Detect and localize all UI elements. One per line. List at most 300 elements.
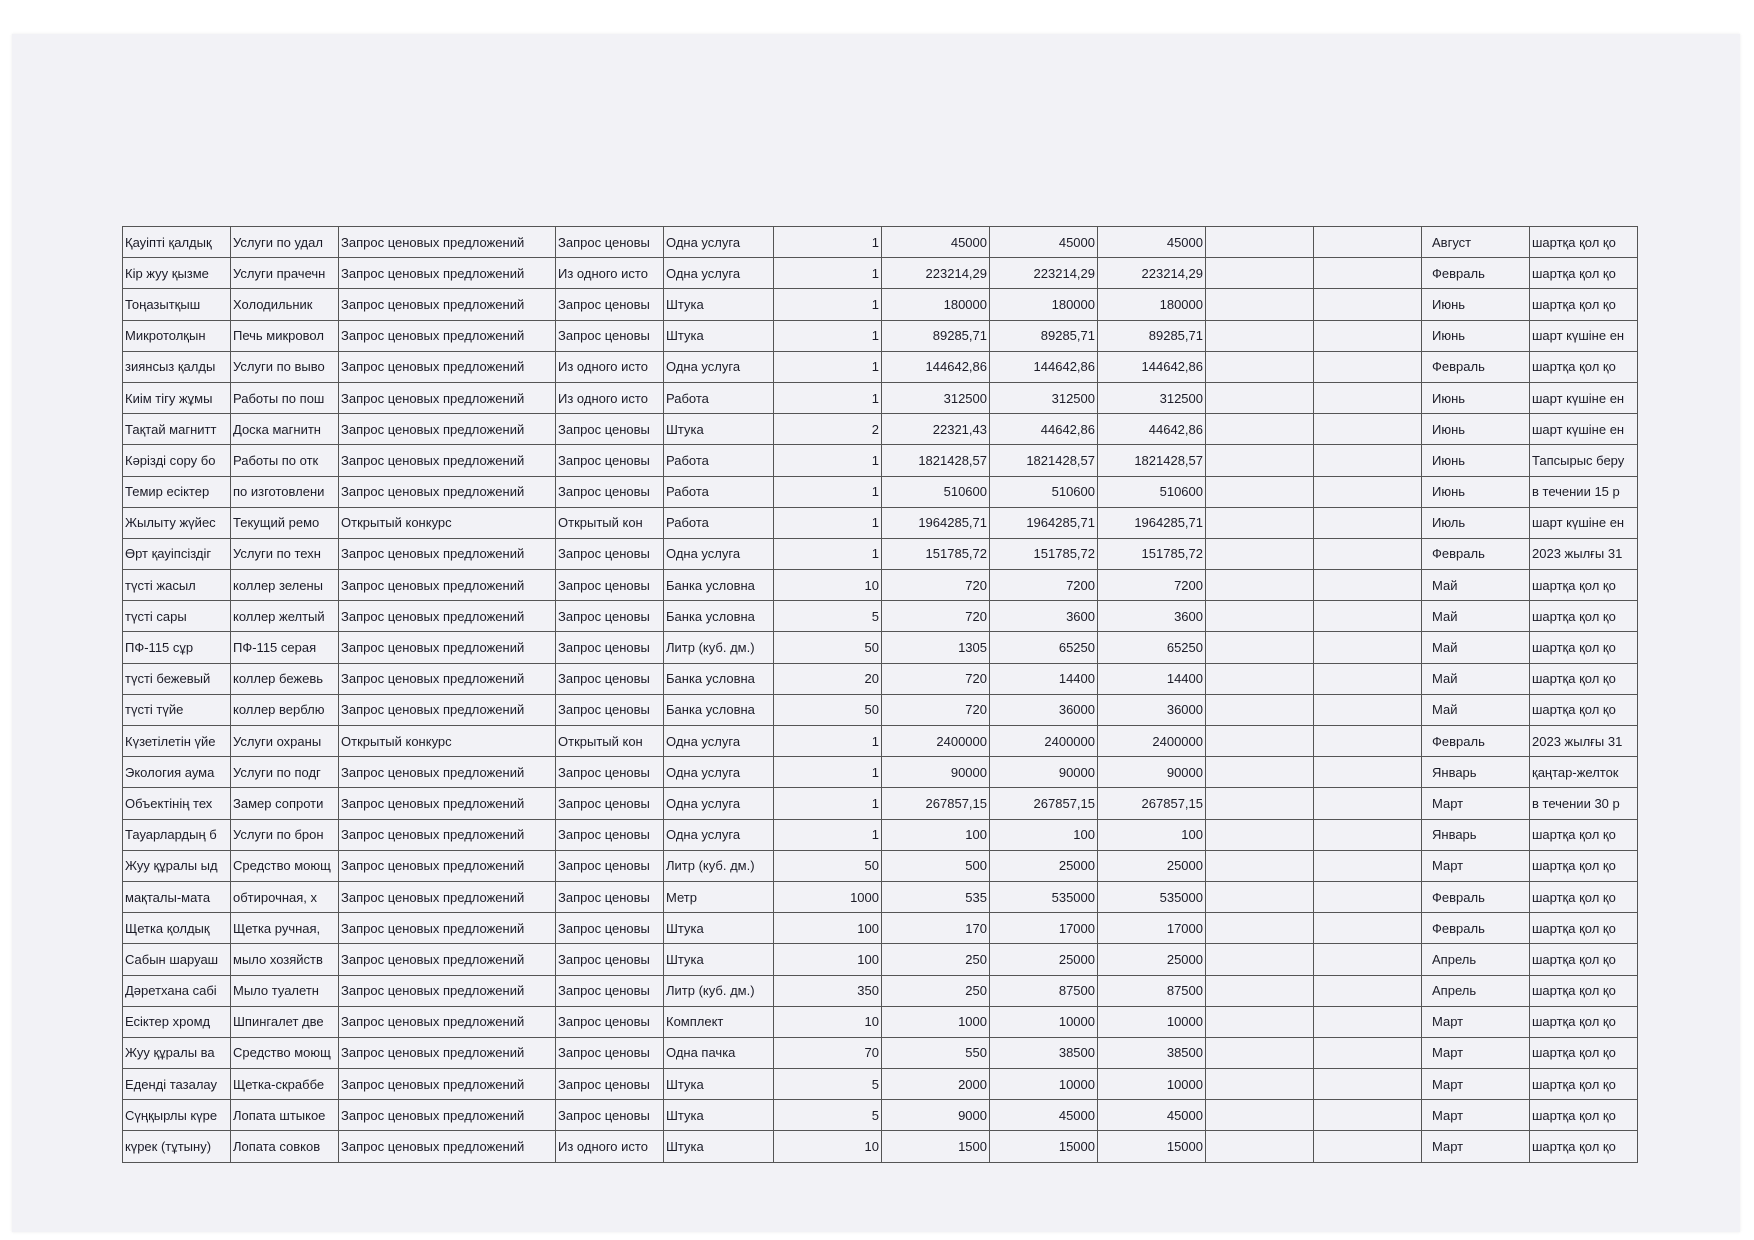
cell-empty [1206,975,1314,1006]
scanned-page [12,34,1740,1232]
cell-month: Март [1422,1131,1530,1162]
cell-name-kz: мақталы-мата [123,881,231,912]
cell-empty [1314,944,1422,975]
cell-quantity: 100 [774,944,882,975]
cell-quantity: 1 [774,507,882,538]
cell-total-amount: 44642,86 [990,414,1098,445]
cell-month: Июнь [1422,289,1530,320]
cell-total-amount: 312500 [990,382,1098,413]
cell-total-amount: 87500 [990,975,1098,1006]
cell-total-amount: 2400000 [990,726,1098,757]
cell-procurement-type: Из одного исто [556,382,664,413]
cell-unit: Работа [664,382,774,413]
cell-unit-price: 2400000 [882,726,990,757]
cell-unit-price: 144642,86 [882,351,990,382]
cell-name-kz: Кір жуу қызме [123,258,231,289]
cell-unit: Работа [664,476,774,507]
cell-quantity: 1 [774,258,882,289]
cell-empty [1314,382,1422,413]
cell-procurement-method: Запрос ценовых предложений [339,1037,556,1068]
cell-procurement-method: Запрос ценовых предложений [339,850,556,881]
cell-month: Июнь [1422,445,1530,476]
cell-month: Февраль [1422,881,1530,912]
cell-empty [1314,913,1422,944]
cell-procurement-type: Запрос ценовы [556,476,664,507]
cell-planned-amount: 151785,72 [1098,538,1206,569]
cell-quantity: 50 [774,694,882,725]
cell-procurement-type: Из одного исто [556,1131,664,1162]
cell-empty [1206,694,1314,725]
cell-name-ru: Услуги охраны [231,726,339,757]
cell-unit: Штука [664,944,774,975]
cell-unit-price: 1821428,57 [882,445,990,476]
cell-procurement-type: Запрос ценовы [556,1037,664,1068]
cell-unit-price: 1500 [882,1131,990,1162]
cell-delivery-term: шарт күшіне ен [1530,382,1638,413]
cell-name-kz: Тауарлардың б [123,819,231,850]
cell-quantity: 10 [774,1006,882,1037]
cell-name-ru: коллер зелены [231,570,339,601]
cell-month: Июнь [1422,320,1530,351]
table-row [123,227,1638,258]
cell-quantity: 1 [774,351,882,382]
cell-name-kz: Тақтай магнитт [123,414,231,445]
cell-planned-amount: 36000 [1098,694,1206,725]
cell-empty [1314,881,1422,912]
cell-procurement-method: Запрос ценовых предложений [339,445,556,476]
cell-total-amount: 38500 [990,1037,1098,1068]
cell-planned-amount: 10000 [1098,1006,1206,1037]
cell-planned-amount: 7200 [1098,570,1206,601]
table-row [123,694,1638,725]
cell-planned-amount: 25000 [1098,850,1206,881]
cell-procurement-type: Запрос ценовы [556,227,664,258]
cell-total-amount: 1821428,57 [990,445,1098,476]
table-row [123,757,1638,788]
cell-name-kz: Жылыту жүйес [123,507,231,538]
cell-total-amount: 100 [990,819,1098,850]
cell-planned-amount: 10000 [1098,1069,1206,1100]
cell-unit: Работа [664,507,774,538]
cell-procurement-type: Запрос ценовы [556,289,664,320]
cell-unit-price: 510600 [882,476,990,507]
cell-month: Февраль [1422,258,1530,289]
cell-total-amount: 14400 [990,663,1098,694]
cell-procurement-method: Запрос ценовых предложений [339,632,556,663]
cell-name-ru: Щетка-скраббе [231,1069,339,1100]
cell-quantity: 1 [774,445,882,476]
cell-procurement-type: Открытый кон [556,726,664,757]
cell-name-ru: коллер верблю [231,694,339,725]
cell-unit-price: 250 [882,975,990,1006]
cell-unit-price: 2000 [882,1069,990,1100]
cell-empty [1206,445,1314,476]
cell-unit: Банка условна [664,601,774,632]
cell-quantity: 1 [774,726,882,757]
cell-total-amount: 223214,29 [990,258,1098,289]
table-row [123,944,1638,975]
cell-unit: Штука [664,414,774,445]
cell-total-amount: 535000 [990,881,1098,912]
cell-procurement-type: Запрос ценовы [556,850,664,881]
cell-procurement-method: Запрос ценовых предложений [339,289,556,320]
cell-name-kz: Қауіпті қалдық [123,227,231,258]
cell-unit-price: 100 [882,819,990,850]
cell-delivery-term: шартқа қол қо [1530,1131,1638,1162]
table-row [123,1069,1638,1100]
cell-procurement-type: Запрос ценовы [556,913,664,944]
cell-unit: Штука [664,1131,774,1162]
cell-delivery-term: шарт күшіне ен [1530,320,1638,351]
table-row [123,382,1638,413]
cell-procurement-method: Запрос ценовых предложений [339,258,556,289]
cell-total-amount: 90000 [990,757,1098,788]
procurement-table-wrapper [122,226,1638,1163]
cell-delivery-term: шартқа қол қо [1530,881,1638,912]
cell-quantity: 1 [774,757,882,788]
cell-planned-amount: 38500 [1098,1037,1206,1068]
cell-empty [1206,227,1314,258]
cell-empty [1314,351,1422,382]
cell-quantity: 5 [774,1069,882,1100]
cell-empty [1314,726,1422,757]
cell-procurement-type: Запрос ценовы [556,632,664,663]
table-row [123,1006,1638,1037]
cell-empty [1206,1131,1314,1162]
cell-unit: Комплект [664,1006,774,1037]
cell-procurement-method: Запрос ценовых предложений [339,320,556,351]
cell-procurement-method: Запрос ценовых предложений [339,227,556,258]
cell-name-ru: Лопата совков [231,1131,339,1162]
table-row [123,570,1638,601]
cell-name-kz: Сабын шаруаш [123,944,231,975]
cell-delivery-term: 2023 жылғы 31 [1530,726,1638,757]
cell-procurement-method: Запрос ценовых предложений [339,1131,556,1162]
cell-empty [1206,320,1314,351]
cell-month: Февраль [1422,913,1530,944]
cell-month: Февраль [1422,351,1530,382]
cell-name-kz: Сүңқырлы күре [123,1100,231,1131]
cell-procurement-type: Запрос ценовы [556,414,664,445]
cell-unit-price: 720 [882,694,990,725]
cell-name-ru: Доска магнитн [231,414,339,445]
cell-delivery-term: шартқа қол қо [1530,1006,1638,1037]
cell-delivery-term: шартқа қол қо [1530,913,1638,944]
procurement-table [122,226,1638,1163]
cell-unit: Банка условна [664,694,774,725]
cell-unit-price: 223214,29 [882,258,990,289]
cell-delivery-term: Тапсырыс беру [1530,445,1638,476]
cell-empty [1206,944,1314,975]
cell-name-ru: Работы по отк [231,445,339,476]
cell-empty [1314,601,1422,632]
cell-delivery-term: шартқа қол қо [1530,694,1638,725]
table-row [123,289,1638,320]
table-row [123,445,1638,476]
cell-empty [1314,819,1422,850]
table-row [123,601,1638,632]
cell-empty [1314,663,1422,694]
cell-month: Январь [1422,757,1530,788]
cell-delivery-term: шартқа қол қо [1530,289,1638,320]
cell-month: Май [1422,632,1530,663]
cell-quantity: 1 [774,788,882,819]
cell-month: Апрель [1422,944,1530,975]
cell-empty [1206,1069,1314,1100]
cell-empty [1206,476,1314,507]
cell-quantity: 2 [774,414,882,445]
cell-empty [1206,414,1314,445]
cell-unit: Метр [664,881,774,912]
table-row [123,726,1638,757]
cell-unit: Одна пачка [664,1037,774,1068]
cell-unit-price: 22321,43 [882,414,990,445]
cell-planned-amount: 14400 [1098,663,1206,694]
cell-planned-amount: 87500 [1098,975,1206,1006]
cell-unit: Одна услуга [664,258,774,289]
cell-quantity: 1 [774,227,882,258]
cell-procurement-type: Запрос ценовы [556,1006,664,1037]
cell-unit: Штука [664,289,774,320]
cell-unit: Литр (куб. дм.) [664,632,774,663]
cell-empty [1314,227,1422,258]
cell-delivery-term: в течении 30 р [1530,788,1638,819]
table-row [123,507,1638,538]
cell-month: Август [1422,227,1530,258]
cell-delivery-term: шарт күшіне ен [1530,507,1638,538]
cell-empty [1206,632,1314,663]
cell-name-kz: Кәрізді сору бо [123,445,231,476]
cell-unit: Одна услуга [664,788,774,819]
cell-total-amount: 144642,86 [990,351,1098,382]
table-row [123,1131,1638,1162]
cell-total-amount: 3600 [990,601,1098,632]
cell-procurement-type: Запрос ценовы [556,663,664,694]
cell-quantity: 350 [774,975,882,1006]
cell-quantity: 1 [774,382,882,413]
cell-procurement-method: Запрос ценовых предложений [339,788,556,819]
cell-procurement-type: Запрос ценовы [556,445,664,476]
cell-empty [1206,913,1314,944]
cell-month: Май [1422,694,1530,725]
cell-quantity: 100 [774,913,882,944]
cell-empty [1314,258,1422,289]
cell-total-amount: 45000 [990,227,1098,258]
cell-procurement-method: Запрос ценовых предложений [339,757,556,788]
cell-name-ru: Работы по пош [231,382,339,413]
cell-empty [1206,757,1314,788]
cell-unit: Штука [664,320,774,351]
cell-unit: Одна услуга [664,726,774,757]
cell-procurement-type: Запрос ценовы [556,819,664,850]
cell-empty [1314,975,1422,1006]
cell-name-kz: зиянсыз қалды [123,351,231,382]
cell-empty [1206,538,1314,569]
cell-quantity: 20 [774,663,882,694]
cell-unit: Штука [664,913,774,944]
cell-name-ru: Средство моющ [231,850,339,881]
cell-unit-price: 151785,72 [882,538,990,569]
cell-procurement-method: Запрос ценовых предложений [339,414,556,445]
cell-planned-amount: 510600 [1098,476,1206,507]
cell-procurement-method: Запрос ценовых предложений [339,944,556,975]
cell-unit: Штука [664,1069,774,1100]
cell-name-ru: обтирочная, х [231,881,339,912]
cell-unit-price: 45000 [882,227,990,258]
table-row [123,788,1638,819]
cell-unit-price: 312500 [882,382,990,413]
cell-name-ru: Средство моющ [231,1037,339,1068]
cell-name-kz: Темир есіктер [123,476,231,507]
table-row [123,258,1638,289]
cell-name-kz: Микротолқын [123,320,231,351]
cell-unit-price: 267857,15 [882,788,990,819]
cell-month: Апрель [1422,975,1530,1006]
cell-name-kz: Объектінің тех [123,788,231,819]
cell-total-amount: 25000 [990,850,1098,881]
cell-quantity: 1 [774,819,882,850]
cell-name-kz: түсті сары [123,601,231,632]
cell-name-kz: түсті түйе [123,694,231,725]
cell-empty [1314,507,1422,538]
cell-name-kz: күрек (тұтыну) [123,1131,231,1162]
cell-delivery-term: шартқа қол қо [1530,1037,1638,1068]
cell-empty [1206,819,1314,850]
cell-empty [1206,570,1314,601]
cell-empty [1314,1131,1422,1162]
cell-empty [1206,351,1314,382]
cell-planned-amount: 65250 [1098,632,1206,663]
cell-quantity: 1 [774,320,882,351]
cell-name-kz: Тоңазытқыш [123,289,231,320]
cell-empty [1206,1100,1314,1131]
cell-month: Март [1422,850,1530,881]
cell-procurement-method: Запрос ценовых предложений [339,819,556,850]
cell-procurement-type: Запрос ценовы [556,881,664,912]
cell-empty [1206,382,1314,413]
cell-delivery-term: шартқа қол қо [1530,1100,1638,1131]
cell-procurement-method: Запрос ценовых предложений [339,975,556,1006]
cell-quantity: 1 [774,476,882,507]
cell-name-ru: Щетка ручная, [231,913,339,944]
cell-name-ru: Услуги по брон [231,819,339,850]
cell-delivery-term: шартқа қол қо [1530,227,1638,258]
cell-procurement-type: Из одного исто [556,351,664,382]
cell-empty [1314,757,1422,788]
cell-name-ru: Шпингалет две [231,1006,339,1037]
cell-empty [1206,507,1314,538]
cell-procurement-type: Запрос ценовы [556,601,664,632]
cell-procurement-method: Запрос ценовых предложений [339,913,556,944]
cell-empty [1314,1037,1422,1068]
cell-unit-price: 550 [882,1037,990,1068]
cell-total-amount: 45000 [990,1100,1098,1131]
cell-empty [1314,632,1422,663]
cell-procurement-method: Открытый конкурс [339,507,556,538]
cell-quantity: 50 [774,632,882,663]
cell-planned-amount: 2400000 [1098,726,1206,757]
cell-procurement-method: Открытый конкурс [339,726,556,757]
cell-name-ru: Услуги по техн [231,538,339,569]
table-row [123,975,1638,1006]
cell-quantity: 1 [774,538,882,569]
cell-planned-amount: 3600 [1098,601,1206,632]
cell-procurement-type: Запрос ценовы [556,975,664,1006]
table-row [123,320,1638,351]
cell-procurement-type: Запрос ценовы [556,1069,664,1100]
cell-month: Июнь [1422,414,1530,445]
cell-quantity: 1000 [774,881,882,912]
cell-name-ru: Замер сопроти [231,788,339,819]
cell-unit-price: 535 [882,881,990,912]
cell-procurement-method: Запрос ценовых предложений [339,538,556,569]
cell-unit-price: 170 [882,913,990,944]
cell-empty [1206,258,1314,289]
table-row [123,414,1638,445]
cell-unit: Работа [664,445,774,476]
cell-month: Март [1422,1100,1530,1131]
cell-delivery-term: шартқа қол қо [1530,632,1638,663]
cell-procurement-method: Запрос ценовых предложений [339,1069,556,1100]
cell-procurement-method: Запрос ценовых предложений [339,663,556,694]
cell-empty [1206,663,1314,694]
cell-total-amount: 17000 [990,913,1098,944]
cell-procurement-type: Запрос ценовы [556,1100,664,1131]
cell-month: Март [1422,788,1530,819]
cell-procurement-method: Запрос ценовых предложений [339,570,556,601]
cell-name-ru: Холодильник [231,289,339,320]
cell-empty [1314,1006,1422,1037]
procurement-table-body [123,227,1638,1163]
cell-quantity: 5 [774,1100,882,1131]
table-row [123,632,1638,663]
cell-planned-amount: 25000 [1098,944,1206,975]
cell-empty [1314,1100,1422,1131]
cell-name-ru: Услуги прачечн [231,258,339,289]
cell-planned-amount: 180000 [1098,289,1206,320]
table-row [123,1100,1638,1131]
cell-empty [1314,694,1422,725]
cell-month: Июнь [1422,382,1530,413]
cell-planned-amount: 90000 [1098,757,1206,788]
cell-name-ru: ПФ-115 серая [231,632,339,663]
cell-total-amount: 25000 [990,944,1098,975]
cell-name-kz: Есіктер хромд [123,1006,231,1037]
cell-unit-price: 1964285,71 [882,507,990,538]
cell-procurement-type: Запрос ценовы [556,757,664,788]
cell-empty [1206,1037,1314,1068]
cell-empty [1314,476,1422,507]
table-row [123,538,1638,569]
cell-unit: Литр (куб. дм.) [664,850,774,881]
cell-total-amount: 10000 [990,1069,1098,1100]
cell-planned-amount: 1821428,57 [1098,445,1206,476]
cell-name-ru: по изготовлени [231,476,339,507]
cell-procurement-type: Запрос ценовы [556,694,664,725]
cell-empty [1206,850,1314,881]
cell-unit-price: 9000 [882,1100,990,1131]
cell-month: Май [1422,663,1530,694]
cell-planned-amount: 1964285,71 [1098,507,1206,538]
cell-unit-price: 500 [882,850,990,881]
cell-empty [1314,788,1422,819]
cell-quantity: 50 [774,850,882,881]
table-row [123,913,1638,944]
cell-name-kz: түсті бежевый [123,663,231,694]
cell-month: Март [1422,1069,1530,1100]
cell-empty [1314,414,1422,445]
cell-planned-amount: 89285,71 [1098,320,1206,351]
